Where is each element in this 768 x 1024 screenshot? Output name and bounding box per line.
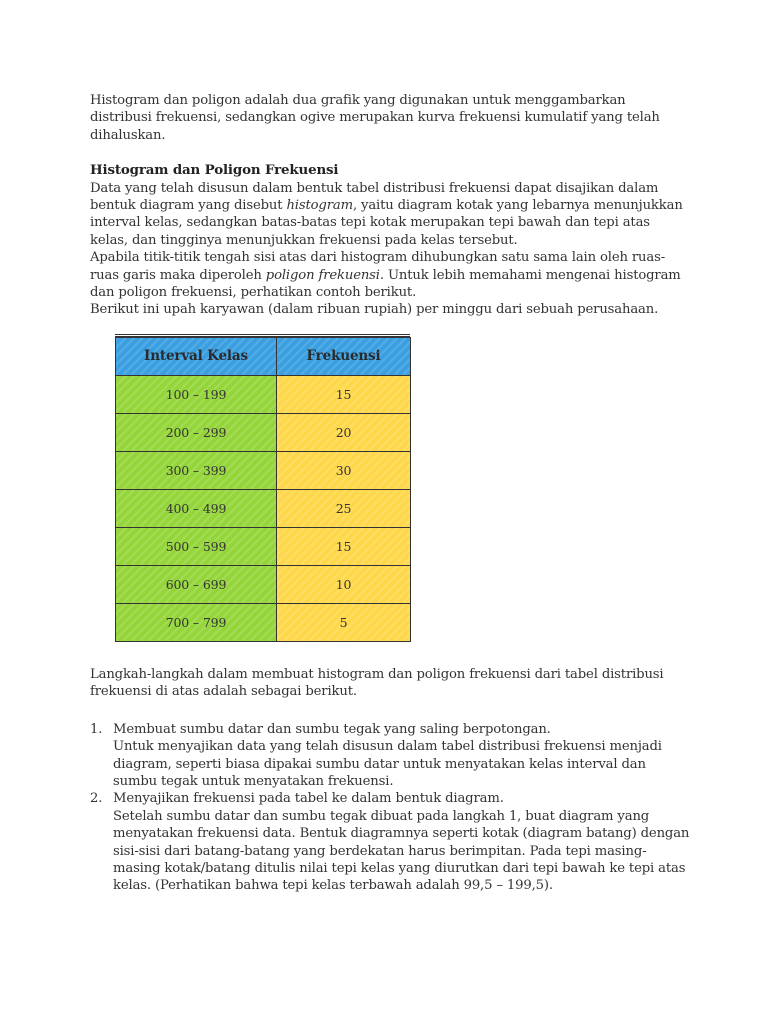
intro-paragraph: Histogram dan poligon adalah dua grafik yang digunakan untuk menggambarkan distribusi frekuensi, sedangkan ogive merupakan kurva frekuensi kumulatif yang telah dihaluskan. bbox=[90, 93, 660, 143]
frequency-cell: 30 bbox=[277, 451, 411, 489]
frequency-cell: 20 bbox=[277, 413, 411, 451]
frequency-cell: 25 bbox=[277, 489, 411, 527]
term-histogram: histogram bbox=[286, 198, 353, 214]
paragraph-text: , yaitu diagram kotak yang lebarnya menunjukkan interval kelas, sedangkan batas-batas tepi kotak merupakan tepi bawah dan tepi atas kelas, dan tingginya menunjukkan frekuensi pada kelas tersebut. bbox=[90, 198, 683, 248]
interval-cell: 100 – 199 bbox=[116, 375, 277, 413]
table-row bbox=[116, 527, 411, 565]
frequency-cell: 10 bbox=[277, 565, 411, 603]
table-row bbox=[116, 413, 411, 451]
header-interval-kelas: Interval Kelas bbox=[116, 337, 277, 375]
table-row bbox=[116, 451, 411, 489]
step-number: 2. bbox=[90, 791, 103, 807]
list-item bbox=[90, 721, 690, 791]
polygon-definition-paragraph bbox=[90, 249, 690, 301]
table-row bbox=[116, 489, 411, 527]
frequency-table-container bbox=[115, 334, 410, 642]
table-row bbox=[116, 603, 411, 641]
paragraph-text: . Untuk lebih memahami mengenai histogram dan poligon frekuensi, perhatikan contoh berikut. bbox=[90, 267, 681, 301]
section-heading: Histogram dan Poligon Frekuensi bbox=[90, 162, 339, 179]
interval-cell: 600 – 699 bbox=[116, 565, 277, 603]
step-body: Setelah sumbu datar dan sumbu tegak dibuat pada langkah 1, buat diagram yang menyatakan frekuensi data. Bentuk diagramnya seperti kotak (diagram batang) dengan sisi-sisi dari batang-batang yang berdekatan harus berimpitan. Pada tepi masing-masing kotak/batang ditulis nilai tepi kelas yang diurutkan dari tepi bawah ke tepi atas kelas. (Perhatikan bahwa tepi kelas terbawah adalah 99,5 – 199,5). bbox=[113, 808, 690, 894]
step-title: Menyajikan frekuensi pada tabel ke dalam bentuk diagram. bbox=[113, 791, 504, 807]
step-number: 1. bbox=[90, 721, 103, 737]
interval-cell: 400 – 499 bbox=[116, 489, 277, 527]
frequency-cell: 15 bbox=[277, 375, 411, 413]
term-poligon-frekuensi: poligon frekuensi bbox=[265, 267, 380, 283]
list-item bbox=[90, 790, 690, 894]
steps-list bbox=[90, 721, 690, 895]
example-intro-paragraph: Berikut ini upah karyawan (dalam ribuan rupiah) per minggu dari sebuah perusahaan. bbox=[90, 302, 659, 318]
step-body: Untuk menyajikan data yang telah disusun dalam tabel distribusi frekuensi menjadi diagram, seperti biasa dipakai sumbu datar untuk menyatakan kelas interval dan sumbu tegak untuk menyatakan frekuensi. bbox=[113, 739, 662, 789]
frequency-cell: 15 bbox=[277, 527, 411, 565]
table-row bbox=[116, 565, 411, 603]
paragraph-text: Data yang telah disusun dalam bentuk tabel distribusi frekuensi dapat disajikan dalam bentuk diagram yang disebut bbox=[90, 180, 659, 214]
steps-intro-paragraph: Langkah-langkah dalam membuat histogram dan poligon frekuensi dari tabel distribusi frekuensi di atas adalah sebagai berikut. bbox=[90, 666, 664, 700]
interval-cell: 200 – 299 bbox=[116, 413, 277, 451]
step-title: Membuat sumbu datar dan sumbu tegak yang saling berpotongan. bbox=[113, 721, 551, 737]
table-header-row bbox=[116, 337, 411, 375]
table-row bbox=[116, 375, 411, 413]
paragraph-text: Apabila titik-titik tengah sisi atas dari histogram dihubungkan satu sama lain oleh ruas-ruas garis maka diperoleh bbox=[90, 250, 666, 283]
interval-cell: 700 – 799 bbox=[116, 603, 277, 641]
interval-cell: 300 – 399 bbox=[116, 451, 277, 489]
frequency-distribution-table bbox=[115, 337, 411, 642]
document-page bbox=[90, 92, 690, 895]
frequency-cell: 5 bbox=[277, 603, 411, 641]
interval-cell: 500 – 599 bbox=[116, 527, 277, 565]
header-frekuensi: Frekuensi bbox=[277, 337, 411, 375]
histogram-definition-paragraph bbox=[90, 180, 690, 250]
